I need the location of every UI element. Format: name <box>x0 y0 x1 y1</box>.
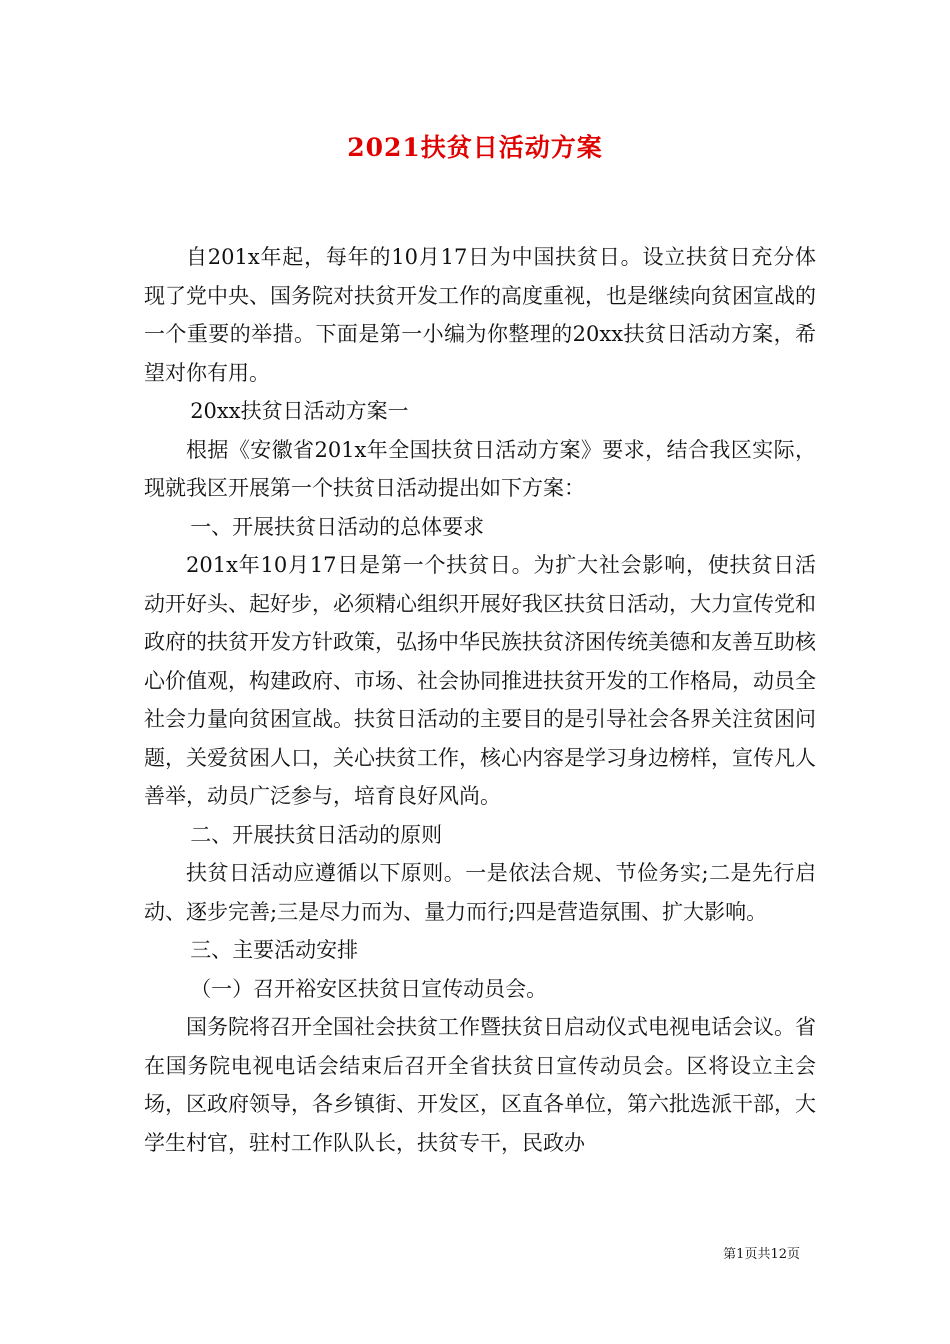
paragraph: 扶贫日活动应遵循以下原则。一是依法合规、节俭务实;二是先行启动、逐步完善;三是尽力而为、量力而行;四是营造氛围、扩大影响。 <box>144 861 816 924</box>
paragraph: 根据《安徽省201x年全国扶贫日活动方案》要求，结合我区实际，现就我区开展第一个扶贫日活动提出如下方案： <box>144 437 816 500</box>
paragraph-intro: 自201x年起，每年的10月17日为中国扶贫日。设立扶贫日充分体现了党中央、国务院对扶贫开发工作的高度重视，也是继续向贫困宣战的一个重要的举措。下面是第一小编为你整理的20xx扶贫日活动方案，希望对你有用。 <box>144 245 816 385</box>
section-heading: 20xx扶贫日活动方案一 <box>190 399 409 423</box>
section-heading: 一、开展扶贫日活动的总体要求 <box>190 514 485 539</box>
section-heading: 二、开展扶贫日活动的原则 <box>190 822 443 847</box>
document-body <box>144 238 816 1162</box>
document-title: 2021扶贫日活动方案 <box>347 133 603 162</box>
subsection-heading: （一）召开裕安区扶贫日宣传动员会。 <box>190 976 548 1001</box>
section-heading: 三、主要活动安排 <box>190 938 359 962</box>
paragraph: 国务院将召开全国社会扶贫工作暨扶贫日启动仪式电视电话会议。省在国务院电视电话会结束后召开全省扶贫日宣传动员会。区将设立主会场，区政府领导，各乡镇街、开发区，区直各单位，第六批选派干部，大学生村官，驻村工作队队长，扶贫专干，民政办 <box>144 1015 816 1155</box>
paragraph: 201x年10月17日是第一个扶贫日。为扩大社会影响，使扶贫日活动开好头、起好步，必须精心组织开展好我区扶贫日活动，大力宣传党和政府的扶贫开发方针政策，弘扬中华民族扶贫济困传统美德和友善互助核心价值观，构建政府、市场、社会协同推进扶贫开发的工作格局，动员全社会力量向贫困宣战。扶贫日活动的主要目的是引导社会各界关注贫困问题，关爱贫困人口，关心扶贫工作，核心内容是学习身边榜样，宣传凡人善举，动员广泛参与，培育良好风尚。 <box>144 553 816 808</box>
page-number: 第1页共12页 <box>723 1247 800 1262</box>
